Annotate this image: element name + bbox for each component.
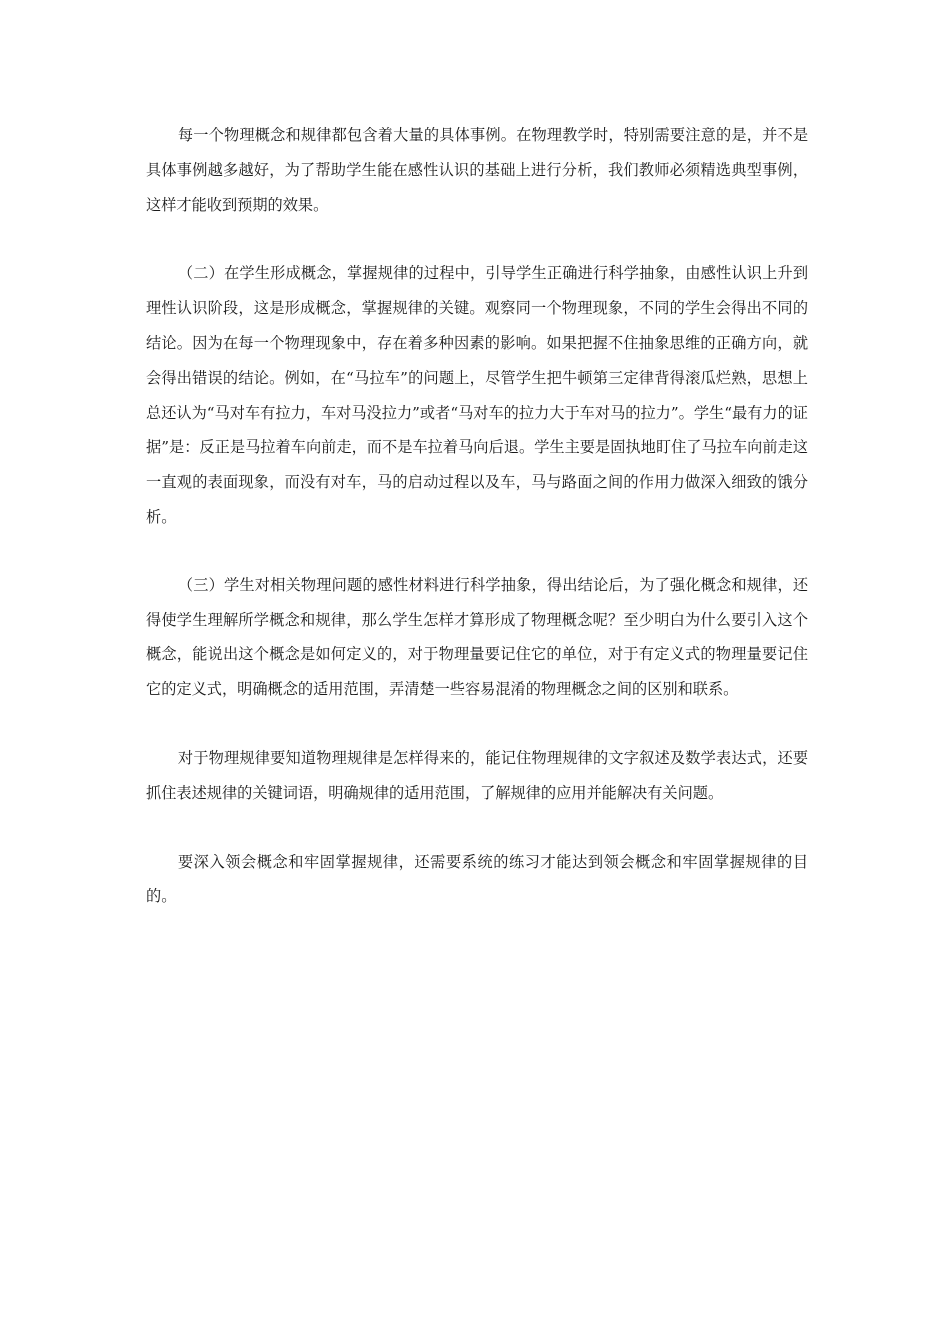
paragraph-scientific-abstraction: （二）在学生形成概念，掌握规律的过程中，引导学生正确进行科学抽象，由感性认识上升到理性认识阶段，这是形成概念，掌握规律的关键。观察同一个物理现象，不同的学生会得出不同的结论。因为在每一个物理现象中，存在着多种因素的影响。如果把握不住抽象思维的正确方向，就会得出错误的结论。例如，在“马拉车”的问题上，尽管学生把牛顿第三定律背得滚瓜烂熟，思想上总还认为“马对车有拉力，车对马没拉力”或者“马对车的拉力大于车对马的拉力”。学生“最有力的证据”是：反正是马拉着车向前走，而不是车拉着马向后退。学生主要是固执地盯住了马拉车向前走这一直观的表面现象，而没有对车，马的启动过程以及车，马与路面之间的作用力做深入细致的饿分析。	[146, 264, 808, 526]
paragraph-typical-examples: 每一个物理概念和规律都包含着大量的具体事例。在物理教学时，特别需要注意的是，并不是具体事例越多越好，为了帮助学生能在感性认识的基础上进行分析，我们教师必须精选典型事例，这样才能收到预期的效果。	[146, 126, 808, 214]
paragraph-practice: 要深入领会概念和牢固掌握规律，还需要系统的练习才能达到领会概念和牢固掌握规律的目的。	[146, 852, 808, 906]
document-body	[146, 118, 808, 914]
paragraph-understanding-concepts: （三）学生对相关物理问题的感性材料进行科学抽象，得出结论后，为了强化概念和规律，还得使学生理解所学概念和规律，那么学生怎样才算形成了物理概念呢？至少明白为什么要引入这个概念，能说出这个概念是如何定义的，对于物理量要记住它的单位，对于有定义式的物理量要记住它的定义式，明确概念的适用范围，弄清楚一些容易混淆的物理概念之间的区别和联系。	[146, 575, 808, 699]
paragraph-physical-laws: 对于物理规律要知道物理规律是怎样得来的，能记住物理规律的文字叙述及数学表达式，还要抓住表述规律的关键词语，明确规律的适用范围，了解规律的应用并能解决有关问题。	[146, 748, 808, 802]
